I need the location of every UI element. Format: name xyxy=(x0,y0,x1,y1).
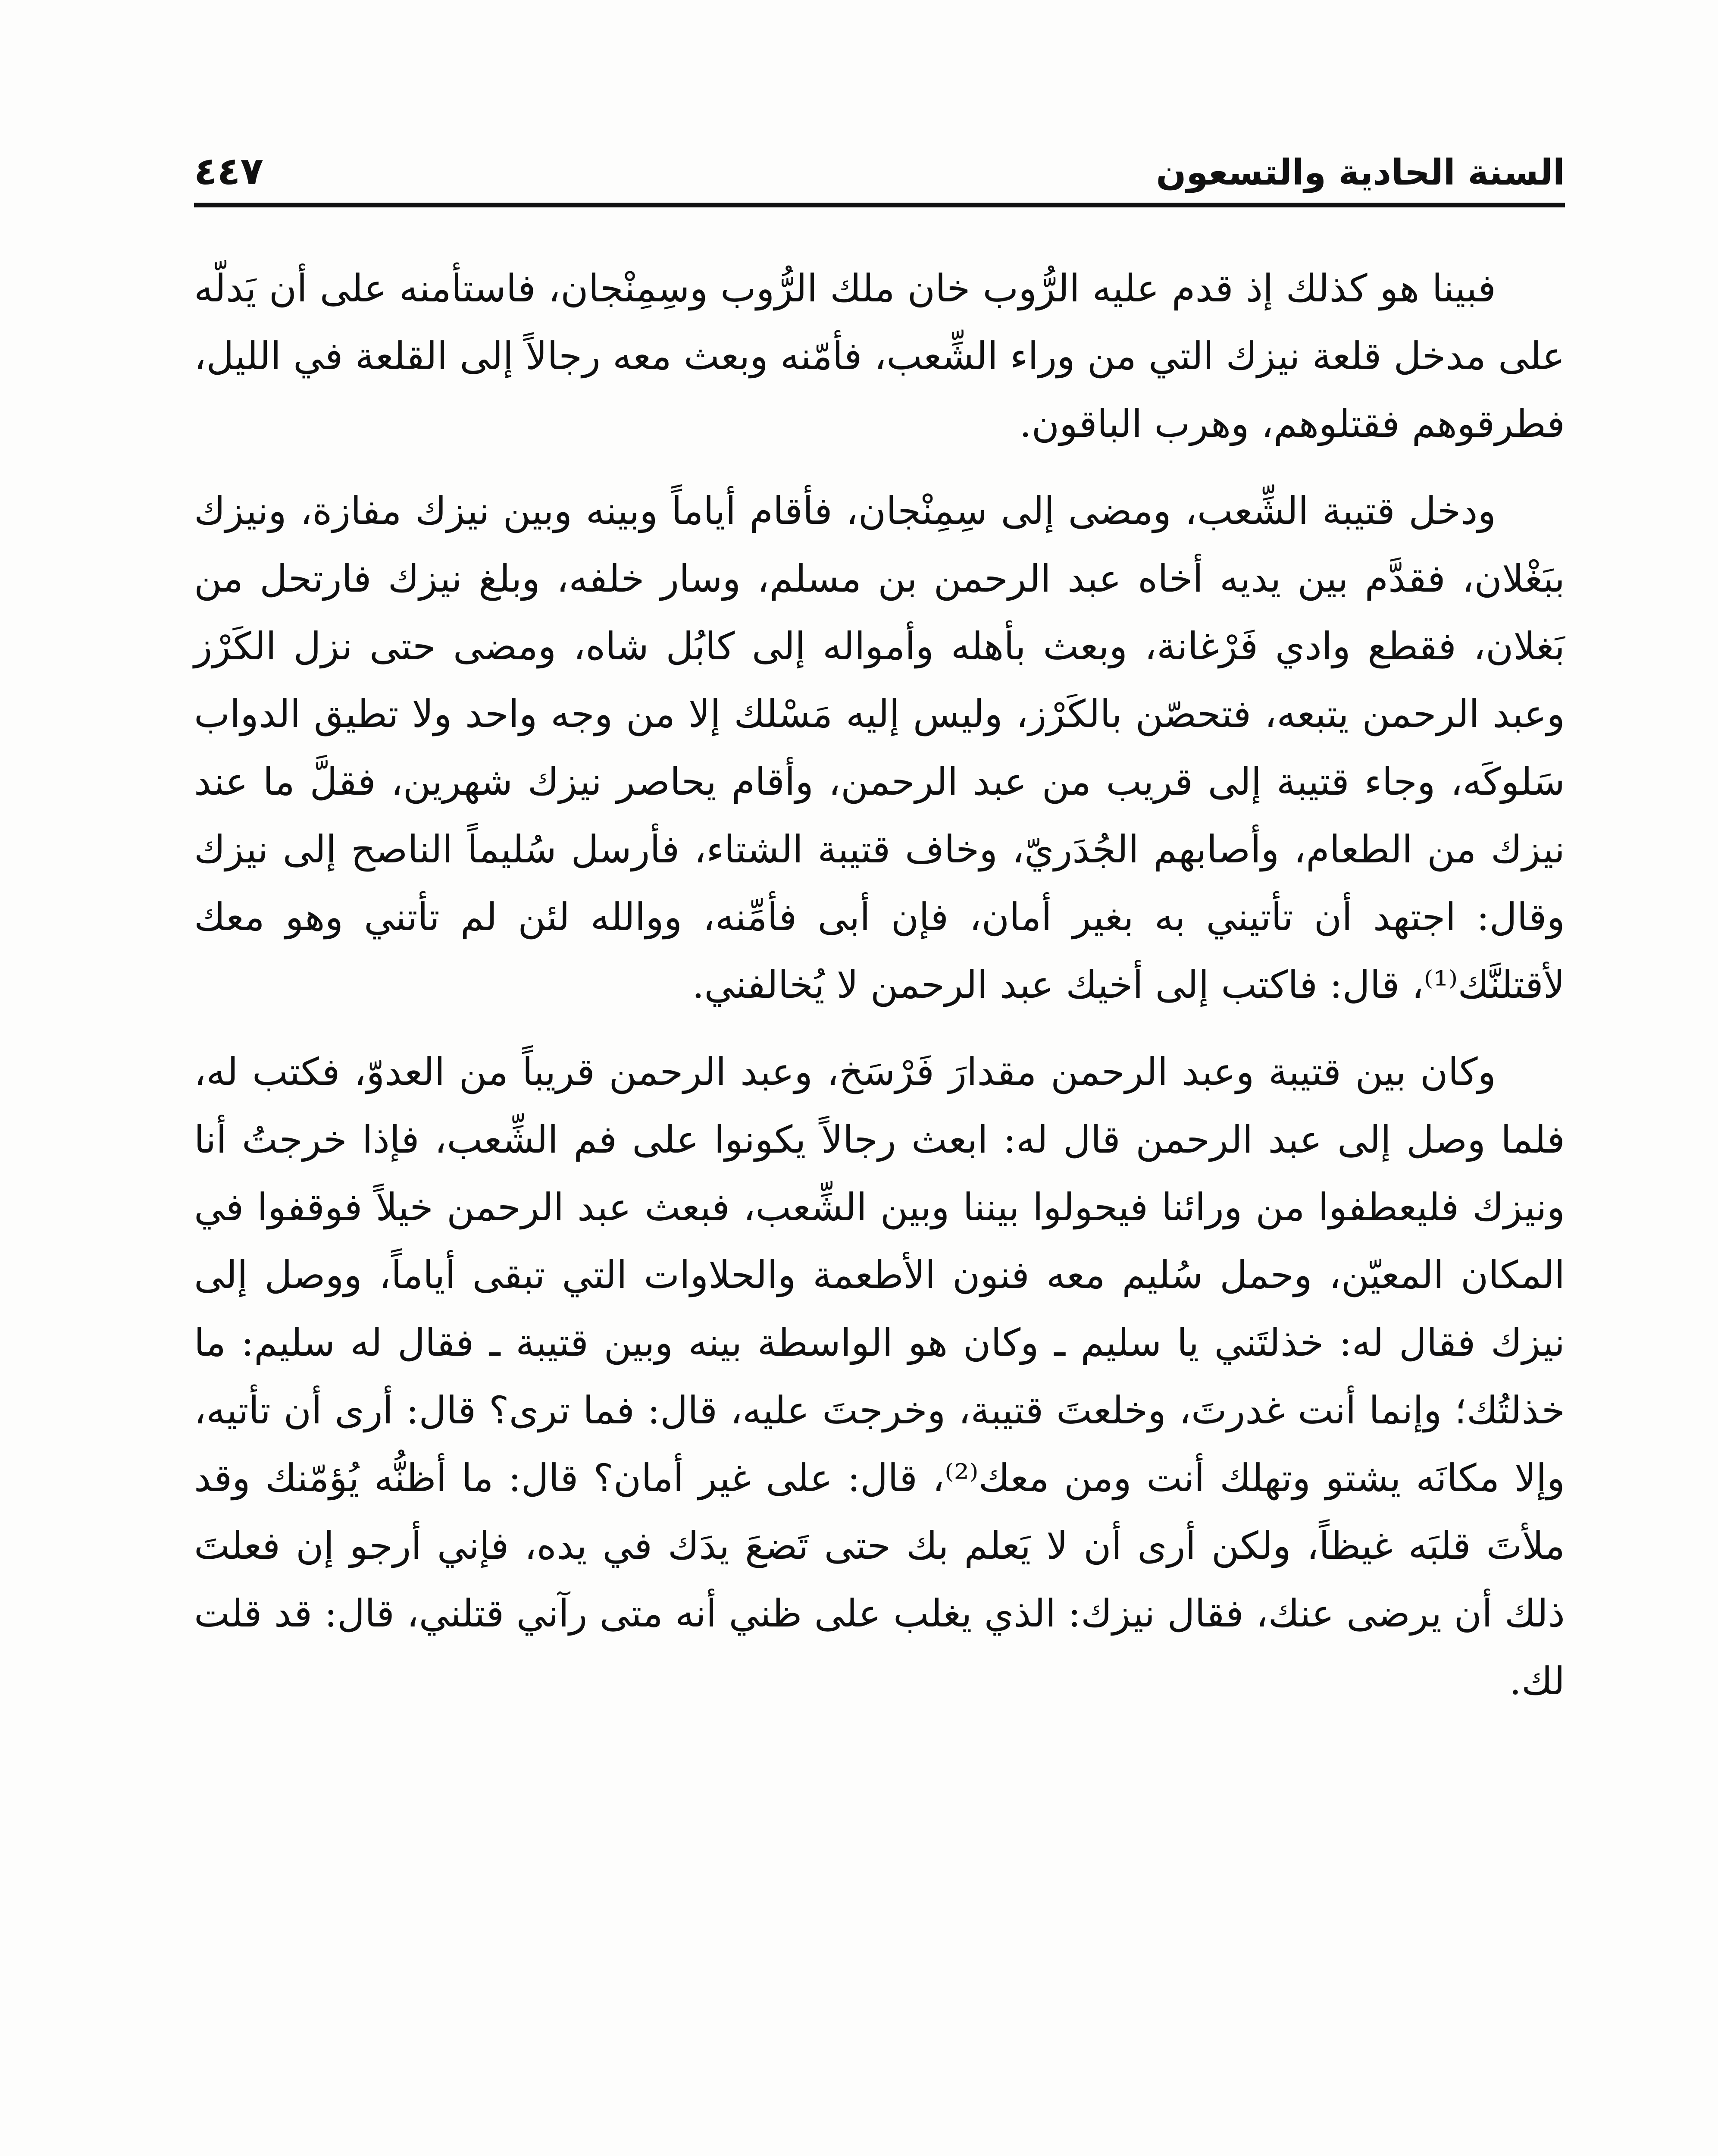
page-number: ٤٤٧ xyxy=(194,149,264,194)
running-title: السنة الحادية والتسعون xyxy=(1156,152,1565,193)
paragraph-2: ودخل قتيبة الشِّعب، ومضى إلى سِمِنْجان، فأقام أياماً وبينه وبين نيزك مفازة، ونيزك ببَغْلان، فقدَّم بين يديه أخاه عبد الرحمن بن مسلم، وسار خلفه، وبلغ نيزك فارتحل من بَغلان، فقطع وادي فَرْغانة، وبعث بأهله وأمواله إلى كابُل شاه، ومضى حتى نزل الكَرْز وعبد الرحمن يتبعه، فتحصّن بالكَرْز، وليس إليه مَسْلك إلا من وجه واحد ولا تطيق الدواب سَلوكَه، وجاء قتيبة إلى قريب من عبد الرحمن، وأقام يحاصر نيزك شهرين، فقلَّ ما عند نيزك من الطعام، وأصابهم الجُدَريّ، وخاف قتيبة الشتاء، فأرسل سُليماً الناصح إلى نيزك وقال: اجتهد أن تأتيني به بغير أمان، فإن أبى فأمِّنه، ووالله لئن لم تأتني وهو معك لأقتلنَّك⁽¹⁾، قال: فاكتب إلى أخيك عبد الرحمن لا يُخالفني. xyxy=(194,489,1565,1007)
header-rule xyxy=(194,203,1565,207)
paragraph-3: وكان بين قتيبة وعبد الرحمن مقدارَ فَرْسَخ، وعبد الرحمن قريباً من العدوّ، فكتب له، فلما وصل إلى عبد الرحمن قال له: ابعث رجالاً يكونوا على فم الشِّعب، فإذا خرجتُ أنا ونيزك فليعطفوا من ورائنا فيحولوا بيننا وبين الشِّعب، فبعث عبد الرحمن خيلاً فوقفوا في المكان المعيّن، وحمل سُليم معه فنون الأطعمة والحلاوات التي تبقى أياماً، ووصل إلى نيزك فقال له: خذلتَني يا سليم ـ وكان هو الواسطة بينه وبين قتيبة ـ فقال له سليم: ما خذلتُك؛ وإنما أنت غدرتَ، وخلعتَ قتيبة، وخرجتَ عليه، قال: فما ترى؟ قال: أرى أن تأتيه، وإلا مكانَه يشتو وتهلك أنت ومن معك⁽²⁾، قال: على غير أمان؟ قال: ما أظنُّه يُؤمّنك وقد ملأتَ قلبَه غيظاً، ولكن أرى أن لا يَعلم بك حتى تَضعَ يدَك في يده، فإني أرجو إن فعلتَ ذلك أن يرضى عنك، فقال نيزك: الذي يغلب على ظني أنه متى رآني قتلني، قال: قد قلت لك. xyxy=(194,1050,1565,1703)
paragraph-1: فبينا هو كذلك إذ قدم عليه الرُّوب خان ملك الرُّوب وسِمِنْجان، فاستأمنه على أن يَدلّه على مدخل قلعة نيزك التي من وراء الشِّعب، فأمّنه وبعث معه رجالاً إلى القلعة في الليل، فطرقوهم فقتلوهم، وهرب الباقون. xyxy=(194,266,1565,446)
body-text xyxy=(194,254,1565,1734)
page-header xyxy=(194,129,1565,194)
